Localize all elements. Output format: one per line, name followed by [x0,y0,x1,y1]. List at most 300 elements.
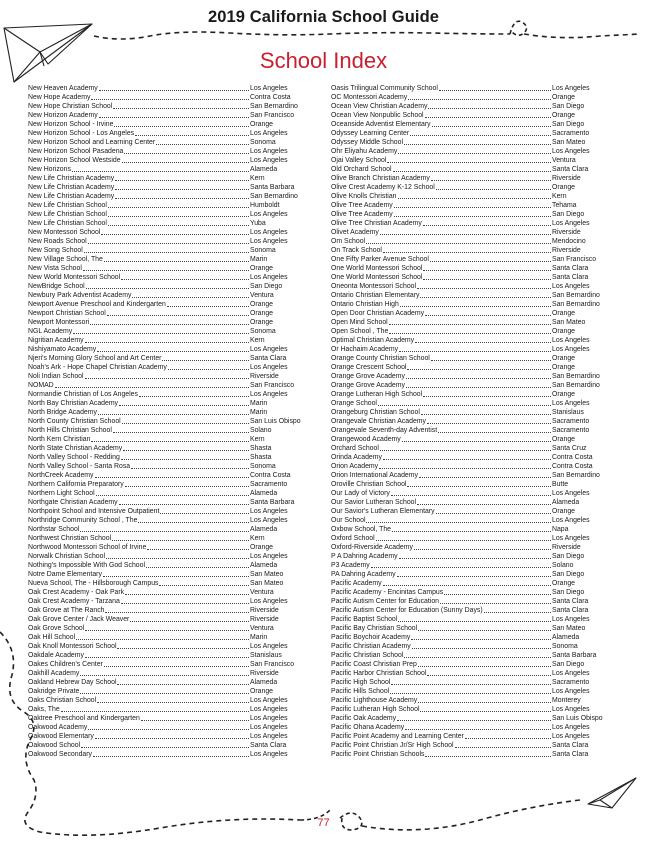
school-name: Pacific Academy - Encinitas Campus [331,589,444,596]
county-name: Los Angeles [552,85,590,92]
dot-leader [436,507,551,514]
school-name: Oakhill Academy [28,670,80,677]
dot-leader [383,453,551,460]
county-name: Sonoma [250,328,276,335]
county-name: Solano [250,427,272,434]
dot-leader [436,183,551,190]
county-name: San Francisco [250,112,295,119]
school-name: Pacific Christian Academy [331,643,411,650]
school-name: Northwest Christian School [28,535,112,542]
dot-leader [393,165,551,172]
school-name: Oaks, The [28,706,60,713]
school-name: Nothing's Impossible With God School [28,562,145,569]
school-name: Pacific Ohana Academy [331,724,405,731]
dot-leader [398,147,551,154]
school-name: Nigritian Academy [28,337,84,344]
school-name: Pacific Lighthouse Academy [331,697,418,704]
school-name: Northpoint School and Intensive Outpatient [28,508,160,515]
dot-leader [406,381,551,388]
county-name: San Bernardino [552,472,600,479]
county-name: San Diego [552,589,585,596]
dot-leader [130,615,249,622]
school-name: Oxford School [331,535,375,542]
county-name: Sacramento [552,679,590,686]
index-entry [28,210,322,219]
school-name: Our Savior's Lutheran Elementary [331,508,435,515]
county-name: Sonoma [250,139,276,146]
dot-leader [438,426,551,433]
county-name: Ventura [250,292,274,299]
school-name: Nueva School, The - Hillsborough Campus [28,580,159,587]
index-entry [331,84,622,93]
dot-leader [392,525,551,532]
county-name: Los Angeles [250,697,288,704]
county-name: Stanislaus [552,409,584,416]
dot-leader [394,210,551,217]
index-entry [28,714,322,723]
dot-leader [115,192,249,199]
county-name: San Francisco [552,256,597,263]
dot-leader [400,300,551,307]
county-name: Sacramento [552,418,590,425]
dot-leader [412,642,551,649]
county-name: Sonoma [552,643,578,650]
dot-leader [366,237,551,244]
school-name: Notre Dame Elementary [28,571,102,578]
school-name: Oak Grove School [28,625,85,632]
school-name: New Song School [28,247,83,254]
index-entry [28,453,322,462]
school-name: Oak Crest Academy - Tarzana [28,598,120,605]
county-name: San Bernardino [552,292,600,299]
school-name: Njeri's Morning Glory School and Art Center [28,355,162,362]
county-name: Alameda [552,634,580,641]
school-name: New Roads School [28,238,87,245]
dot-leader [80,687,249,694]
school-name: One World Montessori School [331,265,423,272]
index-entry [331,480,622,489]
county-name: Orange [552,328,575,335]
county-name: Los Angeles [250,130,288,137]
dot-leader [131,462,249,469]
dot-leader [411,633,551,640]
school-name: Orangevale Christian Academy [331,418,426,425]
index-entry [331,642,622,651]
index-entry [331,138,622,147]
index-entry [28,381,322,390]
dot-leader [85,372,249,379]
dot-leader [423,273,551,280]
index-entry [28,408,322,417]
dot-leader [378,399,551,406]
dot-leader [101,228,249,235]
dot-leader [88,237,249,244]
county-name: Orange [250,301,273,308]
index-entry [28,534,322,543]
county-name: Marin [250,400,268,407]
dot-leader [408,93,551,100]
index-entry [28,354,322,363]
index-entry [331,111,622,120]
county-name: Napa [552,526,569,533]
index-entry [331,363,622,372]
school-name: Newport Montessori [28,319,90,326]
dot-leader [414,543,551,550]
index-entry [28,570,322,579]
index-entry [28,255,322,264]
dot-leader [141,714,249,721]
school-name: Olive Tree Academy [331,202,393,209]
index-entry [28,624,322,633]
index-entry [331,669,622,678]
index-entry [28,192,322,201]
county-name: San Francisco [250,382,295,389]
school-name: North Hills Christian School [28,427,112,434]
county-name: Monterey [552,697,581,704]
school-name: Orange County Christian School [331,355,430,362]
dot-leader [439,84,551,91]
dot-leader [98,408,249,415]
school-list-left [28,84,322,759]
dot-leader [132,291,249,298]
index-entry [331,444,622,453]
school-name: Pacific Coast Christian Prep [331,661,417,668]
dot-leader [394,201,551,208]
dot-leader [91,93,249,100]
dot-leader [97,696,249,703]
dot-leader [406,372,551,379]
index-entry [28,579,322,588]
dot-leader [390,687,551,694]
county-name: Santa Clara [552,742,589,749]
index-entry [28,156,322,165]
school-name: Orangewood Academy [331,436,401,443]
school-name: Orange Lutheran High School [331,391,423,398]
dot-leader [391,489,551,496]
index-entry [331,309,622,318]
index-entry [331,417,622,426]
index-entry [331,237,622,246]
county-name: Los Angeles [250,715,288,722]
county-name: Los Angeles [552,733,590,740]
index-entry [331,390,622,399]
school-name: Orange Crescent School [331,364,407,371]
dot-leader [108,219,249,226]
school-name: Our Lady of Victory [331,490,390,497]
school-name: Norwalk Christian School [28,553,105,560]
index-entry [28,705,322,714]
index-entry [28,669,322,678]
county-name: Santa Clara [250,355,287,362]
dot-leader [383,579,551,586]
dot-leader [423,264,551,271]
school-name: Pacific Lutheran High School [331,706,420,713]
county-name: Ventura [552,157,576,164]
county-name: Kern [552,193,567,200]
county-name: Santa Barbara [552,652,597,659]
dot-leader [402,435,551,442]
county-name: San Luis Obispo [552,715,603,722]
dot-leader [114,120,249,127]
school-name: Oxbow School, The [331,526,392,533]
index-entry [331,471,622,480]
dot-leader [371,561,551,568]
index-entry [331,489,622,498]
dot-leader [425,111,551,118]
county-name: Santa Barbara [250,499,295,506]
school-name: North Bay Christian Academy [28,400,118,407]
index-entry [28,606,322,615]
school-name: Orion International Academy [331,472,418,479]
county-name: Ventura [250,625,274,632]
dot-leader [124,147,249,154]
dot-leader [107,309,249,316]
index-entry [28,174,322,183]
dot-leader [113,426,249,433]
index-entry [331,210,622,219]
dot-leader [139,390,249,397]
index-entry [331,318,622,327]
index-entry [28,102,322,111]
school-name: New Life Christian School [28,220,107,227]
county-name: Marin [250,409,268,416]
county-name: Butte [552,481,569,488]
county-name: Riverside [552,175,581,182]
index-entry [28,678,322,687]
county-name: Los Angeles [552,346,590,353]
school-name: Pacific Oak Academy [331,715,397,722]
index-entry [331,696,622,705]
school-name: Old Orchard School [331,166,392,173]
dot-leader [138,516,249,523]
county-name: Santa Clara [552,265,589,272]
index-entry [28,219,322,228]
index-entry [28,183,322,192]
county-name: Alameda [250,679,278,686]
dot-leader [432,120,551,127]
school-name: Northwood Montessori School of Irvine [28,544,147,551]
county-name: Los Angeles [552,337,590,344]
index-entry [331,732,622,741]
index-entry [28,741,322,750]
index-entry [331,102,622,111]
county-name: Los Angeles [552,670,590,677]
index-entry [28,462,322,471]
school-name: P3 Academy [331,562,370,569]
index-entry [331,156,622,165]
school-name: Oakwood Secondary [28,751,92,758]
index-entry [28,264,322,273]
index-entry [28,471,322,480]
school-name: Northern Light School [28,490,95,497]
school-name: Oakridge Private [28,688,80,695]
school-name: Noli Indian School [28,373,84,380]
index-entry [28,633,322,642]
index-entry [28,561,322,570]
county-name: Santa Clara [552,607,589,614]
county-name: Los Angeles [250,211,288,218]
dot-leader [160,507,249,514]
index-entry [28,651,322,660]
dot-leader [428,102,551,109]
school-name: Oak Grove Center / Jack Weaver [28,616,130,623]
county-name: Riverside [250,607,279,614]
school-name: Oakwood Elementary [28,733,94,740]
county-name: Santa Clara [552,166,589,173]
index-entry [331,561,622,570]
dot-leader [72,165,249,172]
dot-leader [55,381,249,388]
county-name: Contra Costa [250,94,291,101]
county-name: Orange [552,112,575,119]
index-entry [331,678,622,687]
dot-leader [115,183,249,190]
index-entry [28,363,322,372]
page-number: 77 [317,817,330,829]
county-name: Los Angeles [552,400,590,407]
school-name: Ocean View Nonpublic School [331,112,424,119]
county-name: Contra Costa [552,454,593,461]
county-name: Santa Clara [552,598,589,605]
school-name: Oxford-Riverside Academy [331,544,413,551]
index-entry [331,750,622,759]
school-name: Orange Grove Academy [331,373,405,380]
dot-leader [425,309,551,316]
school-name: Open School , The [331,328,389,335]
index-entry [331,723,622,732]
index-entry [331,534,622,543]
school-name: Om School [331,238,366,245]
county-name: Los Angeles [250,364,288,371]
dot-leader [405,723,551,730]
school-name: Oak Knoll Montessori School [28,643,117,650]
dot-leader [404,138,551,145]
school-name: NGL Academy [28,328,73,335]
county-name: Stanislaus [250,652,282,659]
index-entry [28,435,322,444]
county-name: Los Angeles [250,517,288,524]
dot-leader [391,678,551,685]
school-name: Oneonta Montessori School [331,283,417,290]
county-name: Los Angeles [552,724,590,731]
index-entry [331,426,622,435]
county-name: Los Angeles [552,535,590,542]
index-entry [331,741,622,750]
dot-leader [93,750,249,757]
index-entry [28,300,322,309]
school-name: Our School [331,517,366,524]
county-name: Los Angeles [250,706,288,713]
county-name: San Luis Obispo [250,418,301,425]
index-entry [331,282,622,291]
school-name: Pacific Autism Center for Education [331,598,440,605]
school-name: Pacific Bay Christian School [331,625,418,632]
index-entry [28,201,322,210]
school-name: Orangeburg Christian School [331,409,420,416]
school-name: Oceanside Adventist Elementary [331,121,431,128]
county-name: Orange [250,688,273,695]
county-name: Los Angeles [250,346,288,353]
county-name: Shasta [250,454,272,461]
county-name: San Bernardino [552,382,600,389]
county-name: San Mateo [552,625,586,632]
dot-leader [156,138,249,145]
school-name: Ontario Christian Elementary [331,292,420,299]
dot-leader [376,534,551,541]
dot-leader [81,741,249,748]
index-entry [331,399,622,408]
index-entry [331,183,622,192]
dot-leader [85,624,249,631]
index-entry [331,714,622,723]
dot-leader [80,525,249,532]
index-entry [331,507,622,516]
county-name: Alameda [250,490,278,497]
dot-leader [99,84,249,91]
index-entry [28,93,322,102]
dot-leader [383,246,551,253]
dot-leader [419,471,551,478]
index-entry [28,642,322,651]
dot-leader [417,282,551,289]
dot-leader [418,660,551,667]
county-name: San Mateo [552,319,586,326]
index-entry [331,570,622,579]
county-name: Humboldt [250,202,280,209]
index-entry [28,138,322,147]
index-entry [28,552,322,561]
dot-leader [427,669,551,676]
county-name: Orange [552,364,575,371]
school-name: New Horizon School Westside [28,157,121,164]
school-name: Pacific Point Academy and Learning Center [331,733,464,740]
dot-leader [106,552,249,559]
county-name: Los Angeles [250,229,288,236]
county-name: San Diego [552,211,585,218]
dot-leader [95,471,250,478]
school-name: New Horizon School - Los Angeles [28,130,135,137]
county-name: San Bernardino [250,103,298,110]
school-name: North County Christian School [28,418,121,425]
county-name: Santa Barbara [250,184,295,191]
county-name: Ventura [250,589,274,596]
dot-leader [135,129,249,136]
school-name: Orion Academy [331,463,379,470]
dot-leader [115,174,249,181]
county-name: Marin [250,634,268,641]
county-name: Riverside [552,247,581,254]
school-name: PA Dahring Academy [331,571,396,578]
county-name: Marin [250,256,268,263]
dot-leader [85,651,249,658]
index-entry [28,165,322,174]
county-name: Orange [250,310,273,317]
school-name: Olive Tree Christian Academy [331,220,422,227]
dot-leader [421,408,551,415]
school-name: Oak Hill School [28,634,76,641]
index-entry [331,192,622,201]
index-entry [28,228,322,237]
county-name: San Diego [552,121,585,128]
index-entry [28,84,322,93]
dot-leader [159,579,249,586]
index-entry [28,336,322,345]
dot-leader [399,552,551,559]
school-name: Olive Branch Christian Academy [331,175,430,182]
dot-leader [108,201,249,208]
school-name: North Valley School - Redding [28,454,120,461]
dot-leader [455,741,551,748]
